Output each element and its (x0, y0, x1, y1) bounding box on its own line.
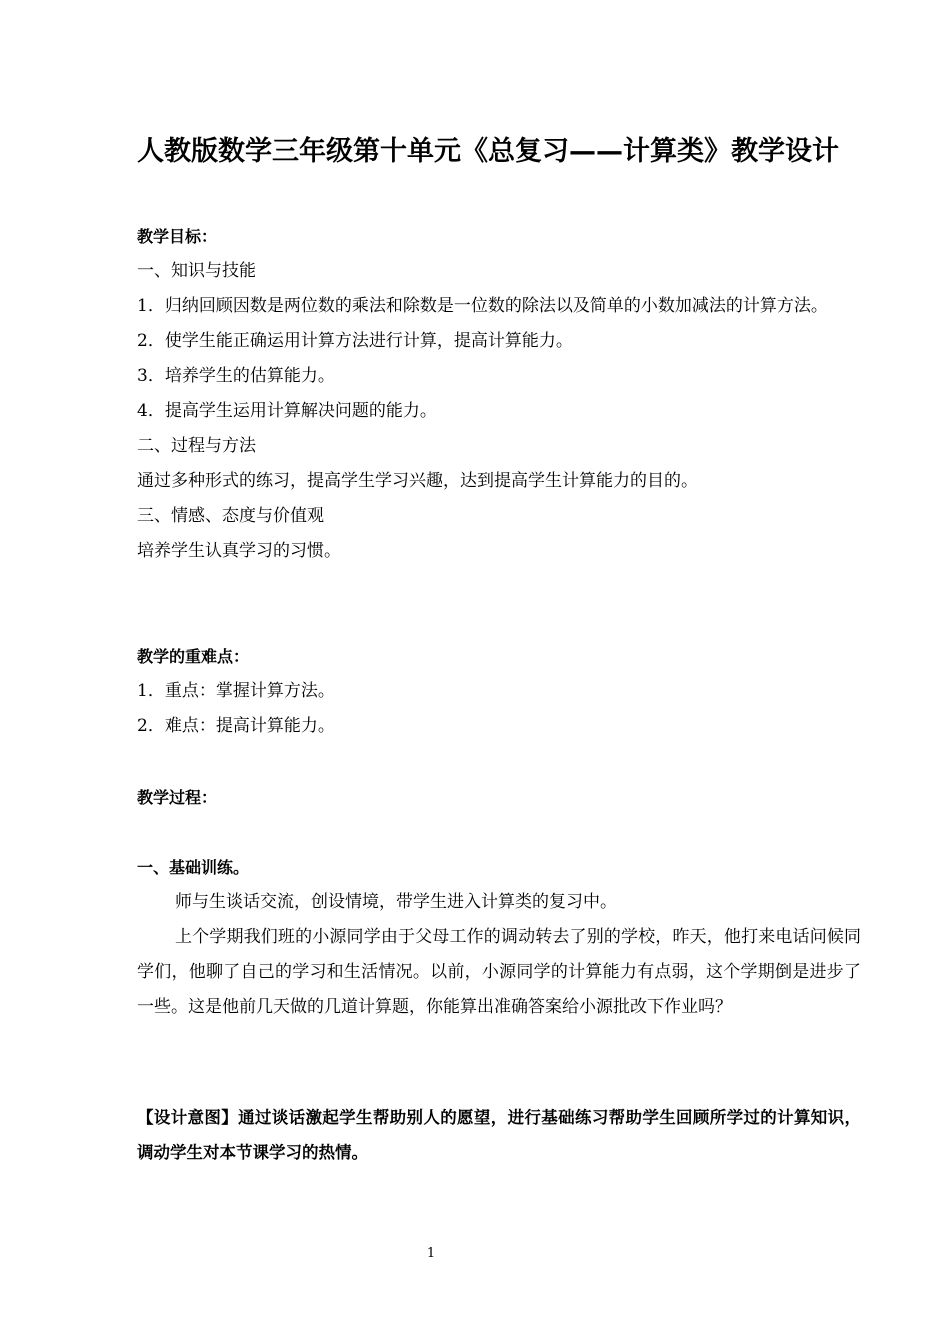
process-heading-block (137, 780, 861, 815)
objectives-section (137, 219, 861, 569)
key-point-item-1: 1．重点：掌握计算方法。 (137, 681, 335, 701)
objective-item-1: 1．归纳回顾因数是两位数的乘法和除数是一位数的除法以及简单的小数加减法的计算方法。 (137, 296, 828, 316)
objectives-heading: 教学目标： (137, 227, 218, 246)
objective-item-3: 3．培养学生的估算能力。 (137, 366, 335, 386)
key-point-item-2: 2．难点：提高计算能力。 (137, 716, 335, 736)
story-paragraph: 上个学期我们班的小源同学由于父母工作的调动转去了别的学校，昨天，他打来电话问候同学们，他聊了自己的学习和生活情况。以前，小源同学的计算能力有点弱，这个学期倒是进步了一些。这是他前几天做的几道计算题，你能算出准确答案给小源批改下作业吗？ (137, 927, 861, 1017)
basic-training-heading: 一、基础训练。 (137, 858, 250, 877)
dialogue-paragraph: 师与生谈话交流，创设情境，带学生进入计算类的复习中。 (175, 892, 617, 912)
document-title: 人教版数学三年级第十单元《总复习——计算类》教学设计 (137, 136, 839, 167)
design-intent-note: 【设计意图】通过谈话激起学生帮助别人的愿望，进行基础练习帮助学生回顾所学过的计算知识，调动学生对本节课学习的热情。 (137, 1108, 861, 1162)
emotion-attitude-heading: 三、情感、态度与价值观 (137, 506, 324, 526)
process-method-text: 通过多种形式的练习，提高学生学习兴趣，达到提高学生计算能力的目的。 (137, 471, 698, 491)
key-points-heading: 教学的重难点： (137, 647, 250, 666)
basic-training-section (137, 850, 861, 1025)
process-method-heading: 二、过程与方法 (137, 436, 256, 456)
knowledge-skills-heading: 一、知识与技能 (137, 261, 256, 281)
key-points-section (137, 639, 861, 744)
objective-item-4: 4．提高学生运用计算解决问题的能力。 (137, 401, 437, 421)
emotion-attitude-text: 培养学生认真学习的习惯。 (137, 541, 341, 561)
design-intent-section (137, 1100, 861, 1170)
page-number: 1 (426, 1246, 436, 1261)
objective-item-2: 2．使学生能正确运用计算方法进行计算，提高计算能力。 (137, 331, 573, 351)
process-heading: 教学过程： (137, 788, 218, 807)
